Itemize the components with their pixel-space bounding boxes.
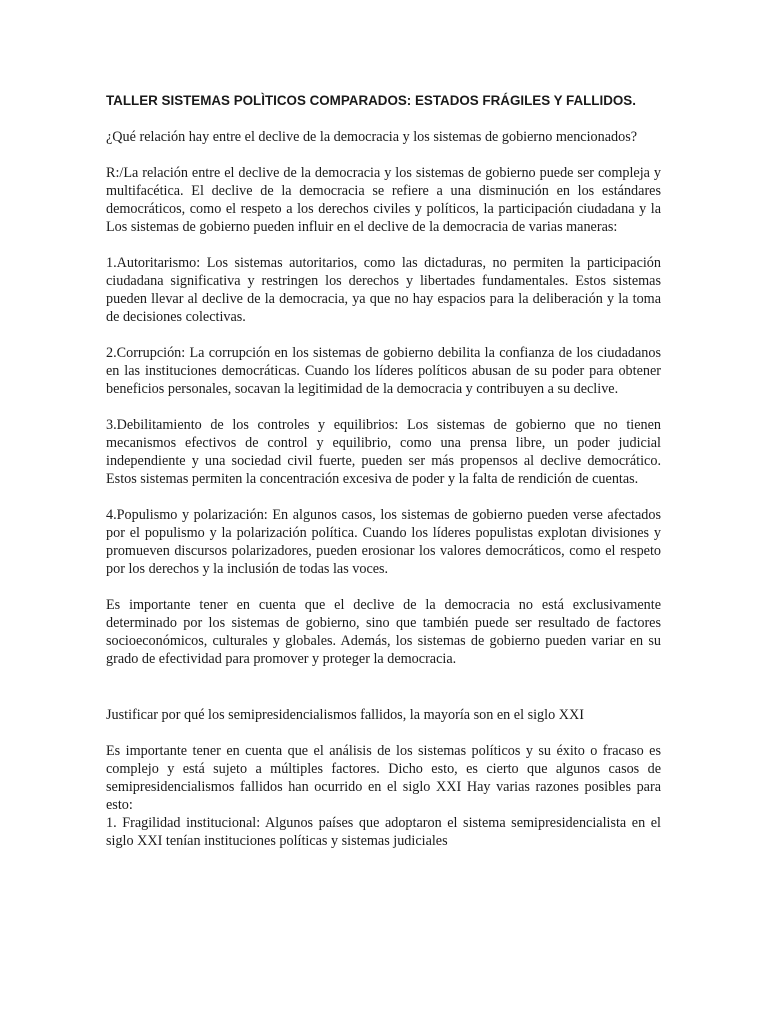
- point-populism: 4.Populismo y polarización: En algunos casos, los sistemas de gobierno pueden verse afectados por el populismo y la polarización política. Cuando los líderes populistas explotan divisiones y promueven discursos polarizadores, pueden erosionar los valores democráticos, como el respeto por los derechos y la inclusión de todas las voces.: [106, 507, 661, 577]
- question-2: Justificar por qué los semipresidencialismos fallidos, la mayoría son en el siglo XXI: [106, 707, 584, 723]
- point-authoritarianism: 1.Autoritarismo: Los sistemas autoritarios, como las dictaduras, no permiten la participación ciudadana significativa y restringen los derechos y libertades fundamentales. Estos sistemas pueden llevar al declive de la democracia, ya que no hay espacios para la deliberación y la toma de decisiones colectivas.: [106, 255, 661, 325]
- answer-2-point-1: 1. Fragilidad institucional: Algunos países que adoptaron el sistema semipresidencialista en el siglo XXI tenían instituciones políticas y sistemas judiciales: [106, 815, 661, 849]
- section-spacer: [106, 686, 661, 706]
- point-checks-balances: 3.Debilitamiento de los controles y equilibrios: Los sistemas de gobierno que no tienen mecanismos efectivos de control y equilibrio, como una prensa libre, un poder judicial independiente y una sociedad civil fuerte, pueden ser más propensos al declive democrático. Estos sistemas permiten la concentración excesiva de poder y la falta de rendición de cuentas.: [106, 417, 661, 487]
- document-title: TALLER SISTEMAS POLÌTICOS COMPARADOS: ESTADOS FRÁGILES Y FALLIDOS.: [106, 93, 636, 108]
- conclusion-paragraph: Es importante tener en cuenta que el declive de la democracia no está exclusivamente determinado por los sistemas de gobierno, sino que también puede ser resultado de factores socioeconómicos, culturales y globales. Además, los sistemas de gobierno pueden variar en su grado de efectividad para promover y proteger la democracia.: [106, 597, 661, 667]
- answer-intro: R:/La relación entre el declive de la democracia y los sistemas de gobierno puede ser compleja y multifacética. El declive de la democracia se refiere a una disminución en los estándares democráticos, como el respeto a los derechos civiles y políticos, la participación ciudadana y la Los sistemas de gobierno pueden influir en el declive de la democracia de varias maneras:: [106, 165, 661, 235]
- document-page: [106, 92, 661, 850]
- point-corruption: 2.Corrupción: La corrupción en los sistemas de gobierno debilita la confianza de los ciudadanos en las instituciones democráticas. Cuando los líderes políticos abusan de su poder para obtener beneficios personales, socavan la legitimidad de la democracia y contribuyen a su declive.: [106, 345, 661, 397]
- question-1: ¿Qué relación hay entre el declive de la democracia y los sistemas de gobierno mencionados?: [106, 129, 638, 145]
- answer-2: Es importante tener en cuenta que el análisis de los sistemas políticos y su éxito o fracaso es complejo y está sujeto a múltiples factores. Dicho esto, es cierto que algunos casos de semipresidencialismos fallidos han ocurrido en el siglo XXI Hay varias razones posibles para esto:: [106, 743, 661, 813]
